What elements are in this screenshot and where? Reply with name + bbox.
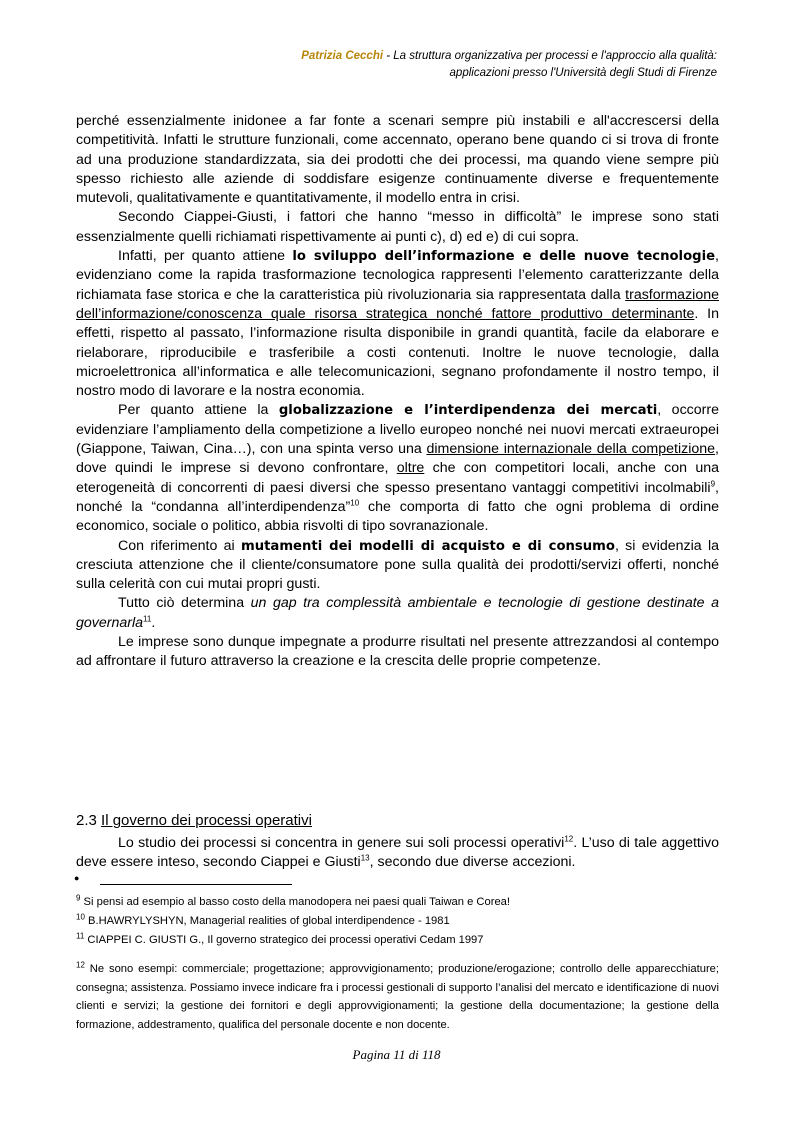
section-heading [76, 812, 312, 829]
footnote-11 [76, 931, 719, 950]
footnotes [76, 893, 719, 950]
intro-paragraph [76, 834, 719, 873]
footnote-12 [76, 960, 719, 1034]
footnote-ref-12: 12 [564, 834, 574, 844]
footnote-12-paragraph [76, 960, 719, 1034]
header-author: Patrizia Cecchi [301, 50, 384, 62]
main-body [76, 112, 719, 672]
p5-keyword: mutamenti dei modelli di acquisto e di consumo [240, 538, 615, 554]
page-number: Pagina 11 di 118 [352, 1047, 441, 1062]
paragraph-5 [76, 537, 719, 595]
p4-text-d: che con competitori locali, anche con una eterogeneità di concorrenti di paesi diversi che spesso presentano vantaggi competitivi incolmabili [76, 460, 720, 496]
p6-text-b: . [151, 614, 156, 631]
bullet-icon: ● [74, 873, 80, 883]
p5-text-a: Con riferimento ai [118, 537, 241, 554]
page-header [301, 48, 717, 82]
footnote-separator [100, 884, 292, 885]
p6-text-a: Tutto ciò determina [118, 595, 251, 612]
section-title: Il governo dei processi operativi [101, 812, 312, 829]
p3-text-b: , evidenziano come la rapida trasformazione tecnologica rappresenti l’elemento caratterizzante della richiamata fase storica e che la caratteristica più rivoluzionaria sia rappresentata dalla [76, 248, 719, 303]
footnote-number: 12 [76, 960, 85, 970]
p4-underlined-2: oltre [396, 460, 425, 477]
footnote-9 [76, 893, 719, 912]
paragraph-6 [76, 594, 719, 633]
footnote-number: 9 [76, 893, 81, 903]
p4-text-f: che comporta di fatto che ogni problema di ordine economico, sociale o politico, abbia risvolti di tipo sovranazionale. [76, 498, 719, 535]
p4-text-c: , dove quindi le imprese si devono confrontare, [76, 441, 719, 477]
p4-text-a: Per quanto attiene la [118, 402, 279, 419]
footnote-number: 11 [76, 931, 85, 941]
section-intro [76, 834, 719, 873]
footnote-text: CIAPPEI C. GIUSTI G., Il governo strategico dei processi operativi Cedam 1997 [84, 934, 484, 946]
footnote-ref-13: 13 [360, 853, 370, 863]
header-title-1: - La struttura organizzativa per processi e l'approccio alla qualità: [383, 50, 717, 62]
section-number: 2.3 [76, 812, 102, 829]
header-line-1 [301, 48, 717, 65]
footnote-text: Ne sono esempi: commerciale; progettazione; approvvigionamento; produzione/erogazione; controllo delle apparecchiature; consegna; assistenza. Possiamo invece indicare fra i processi gestionali di supporto l’analisi del mercato e identificazione di nuovi clienti e servizi; la gestione dei fornitori e degli approvvigionamenti; la gestione della documentazione; la gestione della formazione, addestramento, qualifica del personale docente e non docente. [76, 963, 719, 1031]
p5-text-b: , si evidenzia la cresciuta attenzione che il cliente/consumatore pone sulla qualità dei prodotti/servizi offerti, nonché sulla celerità con cui mutai propri gusti. [76, 537, 720, 593]
footnote-ref-10: 10 [350, 498, 360, 508]
p6-italic: un gap tra complessità ambientale e tecnologie di gestione destinate a governarla [76, 595, 719, 631]
footnote-text: B.HAWRYLYSHYN, Managerial realities of global interdipendence - 1981 [84, 915, 450, 927]
p3-keyword: lo sviluppo dell’informazione e delle nuove tecnologie [292, 249, 716, 265]
intro-text-b: . L’uso di tale aggettivo deve essere inteso, secondo Ciappei e Giusti [76, 835, 719, 871]
p3-text-a: Infatti, per quanto attiene [118, 248, 293, 265]
p3-underlined: trasformazione dell’informazione/conoscenza quale risorsa strategica nonché fattore produttivo determinante [76, 286, 719, 322]
footnote-ref-11: 11 [143, 613, 152, 623]
paragraph-2: Secondo Ciappei-Giusti, i fattori che hanno “messo in difficoltà” le imprese sono stati essenzialmente quelli richiamati rispettivamente ai punti c), d) ed e) di cui sopra. [76, 209, 719, 245]
intro-text-a: Lo studio dei processi si concentra in genere sui soli processi operativi [118, 835, 565, 851]
footnote-text: Si pensi ad esempio al basso costo della manodopera nei paesi quali Taiwan e Corea! [80, 896, 510, 908]
paragraph-7: Le imprese sono dunque impegnate a produrre risultati nel presente attrezzandosi al contempo ad affrontare il futuro attraverso la creazione e la crescita delle proprie competenze. [76, 634, 719, 670]
p4-keyword: globalizzazione e l’interdipendenza dei mercati [278, 403, 658, 419]
paragraph-4 [76, 401, 719, 536]
footnote-10 [76, 912, 719, 931]
p4-text-e: , nonché la “condanna all’interdipendenza” [76, 479, 719, 515]
footnote-number: 10 [76, 912, 85, 922]
p4-underlined-1: dimensione internazionale della competizione [426, 441, 716, 458]
intro-text-c: , secondo due diverse accezioni. [369, 854, 576, 871]
footnote-ref-9: 9 [710, 478, 716, 488]
p4-text-b: , occorre evidenziare l’ampliamento della competizione a livello europeo nonché nei nuovi mercati extraeuropei (Giappone, Taiwan, Cina…), con una spinta verso una [76, 402, 719, 458]
paragraph-3 [76, 247, 719, 401]
paragraph-1: perché essenzialmente inidonee a far fonte a scenari sempre più instabili e all'accrescersi della competitività. Infatti le strutture funzionali, come accennato, operano bene quando ci si trova di fronte ad una produzione standardizzata, sia dei prodotti che dei processi, ma quando viene sempre più spesso richiesto alle aziende di soddisfare esigenze continuamente diverse e frequentemente mutevoli, qualitativamente e quantitativamente, il modello entra in crisi. [76, 113, 719, 207]
p3-text-c: . In effetti, rispetto al passato, l’informazione risulta disponibile in grandi quantità, facile da elaborare e rielaborare, riproducibile e trasferibile a costi contenuti. Inoltre le nuove tecnologie, dalla microelettronica all’informatica e alle telecomunicazioni, segnano profondamente il nostro tempo, il nostro modo di lavorare e la nostra economia. [76, 305, 719, 400]
header-title-2: applicazioni presso l'Università degli Studi di Firenze [449, 67, 717, 79]
